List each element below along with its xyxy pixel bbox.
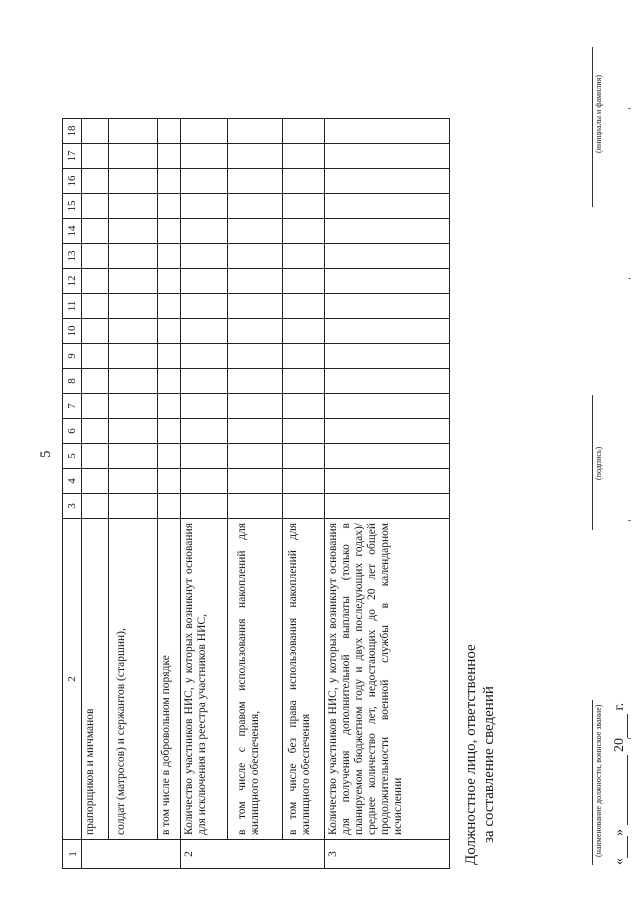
position-caption: (наименование должности, воинское звание) <box>594 704 603 857</box>
signature-title-line: за составление сведений <box>481 686 497 843</box>
position-line <box>592 700 593 865</box>
row-label: прапорщиков и мичманов <box>82 519 109 840</box>
row-label: Количество участников НИС, у которых возникнут основания для исключения из реестра участников НИС, <box>181 519 228 840</box>
signature-title <box>462 644 498 865</box>
row-label: в том числе без права использования накоплений для жилищного обеспечения <box>283 519 325 840</box>
name-caption: (инициалы и фамилия) <box>594 74 603 153</box>
date-year-prefix: 20 <box>612 738 627 752</box>
date-line <box>612 703 628 865</box>
column-number: 3 <box>63 494 82 519</box>
column-number: 5 <box>63 444 82 469</box>
scan-mark <box>628 278 631 279</box>
row-label: солдат (матросов) и сержантов (старшин), <box>109 519 158 840</box>
column-number: 8 <box>63 369 82 394</box>
signature-line <box>592 395 593 530</box>
row-label: в том числе в добровольном порядке <box>158 519 181 840</box>
column-number-row <box>63 119 82 869</box>
table-row <box>325 119 450 869</box>
row-label: в том числе с правом использования накоплений для жилищного обеспечения, <box>228 519 283 840</box>
column-number: 13 <box>63 244 82 269</box>
column-number: 17 <box>63 144 82 169</box>
table-row <box>158 119 181 869</box>
row-label: Количество участников НИС, у которых возникнут основания для получения дополнительной выплаты (только в планируемом бюджетном году и двух последующих годах)/среднее количество лет, недостающих до 20 лет общей продолжительности военной службы в календарном исчислении <box>325 519 450 840</box>
row-number: 3 <box>325 840 450 869</box>
name-line <box>592 47 593 207</box>
row-number <box>82 840 181 869</box>
column-number: 11 <box>63 294 82 319</box>
table-row <box>228 119 283 869</box>
column-number: 2 <box>63 519 82 840</box>
year-blank <box>615 714 628 738</box>
column-number: 15 <box>63 194 82 219</box>
date-close-quote: » <box>612 829 627 836</box>
date-open-quote: « <box>612 858 627 865</box>
page-number: 5 <box>38 450 54 458</box>
column-number: 18 <box>63 119 82 144</box>
scan-mark <box>628 520 631 521</box>
table-row <box>109 119 158 869</box>
column-number: 7 <box>63 394 82 419</box>
table-row <box>82 119 109 869</box>
table-row <box>283 119 325 869</box>
table-row <box>181 119 228 869</box>
month-blank <box>615 756 628 826</box>
column-number: 12 <box>63 269 82 294</box>
column-number: 1 <box>63 840 82 869</box>
day-blank <box>615 836 628 858</box>
column-number: 4 <box>63 469 82 494</box>
report-table <box>62 118 450 869</box>
scan-mark <box>628 738 631 739</box>
column-number: 14 <box>63 219 82 244</box>
signature-caption: (подпись) <box>594 446 603 480</box>
row-number: 2 <box>181 840 325 869</box>
signature-title-line: Должностное лицо, ответственное <box>463 644 479 865</box>
column-number: 10 <box>63 319 82 344</box>
scan-mark <box>628 108 631 109</box>
date-year-suffix: г. <box>612 702 627 711</box>
column-number: 9 <box>63 344 82 369</box>
column-number: 16 <box>63 169 82 194</box>
column-number: 6 <box>63 419 82 444</box>
